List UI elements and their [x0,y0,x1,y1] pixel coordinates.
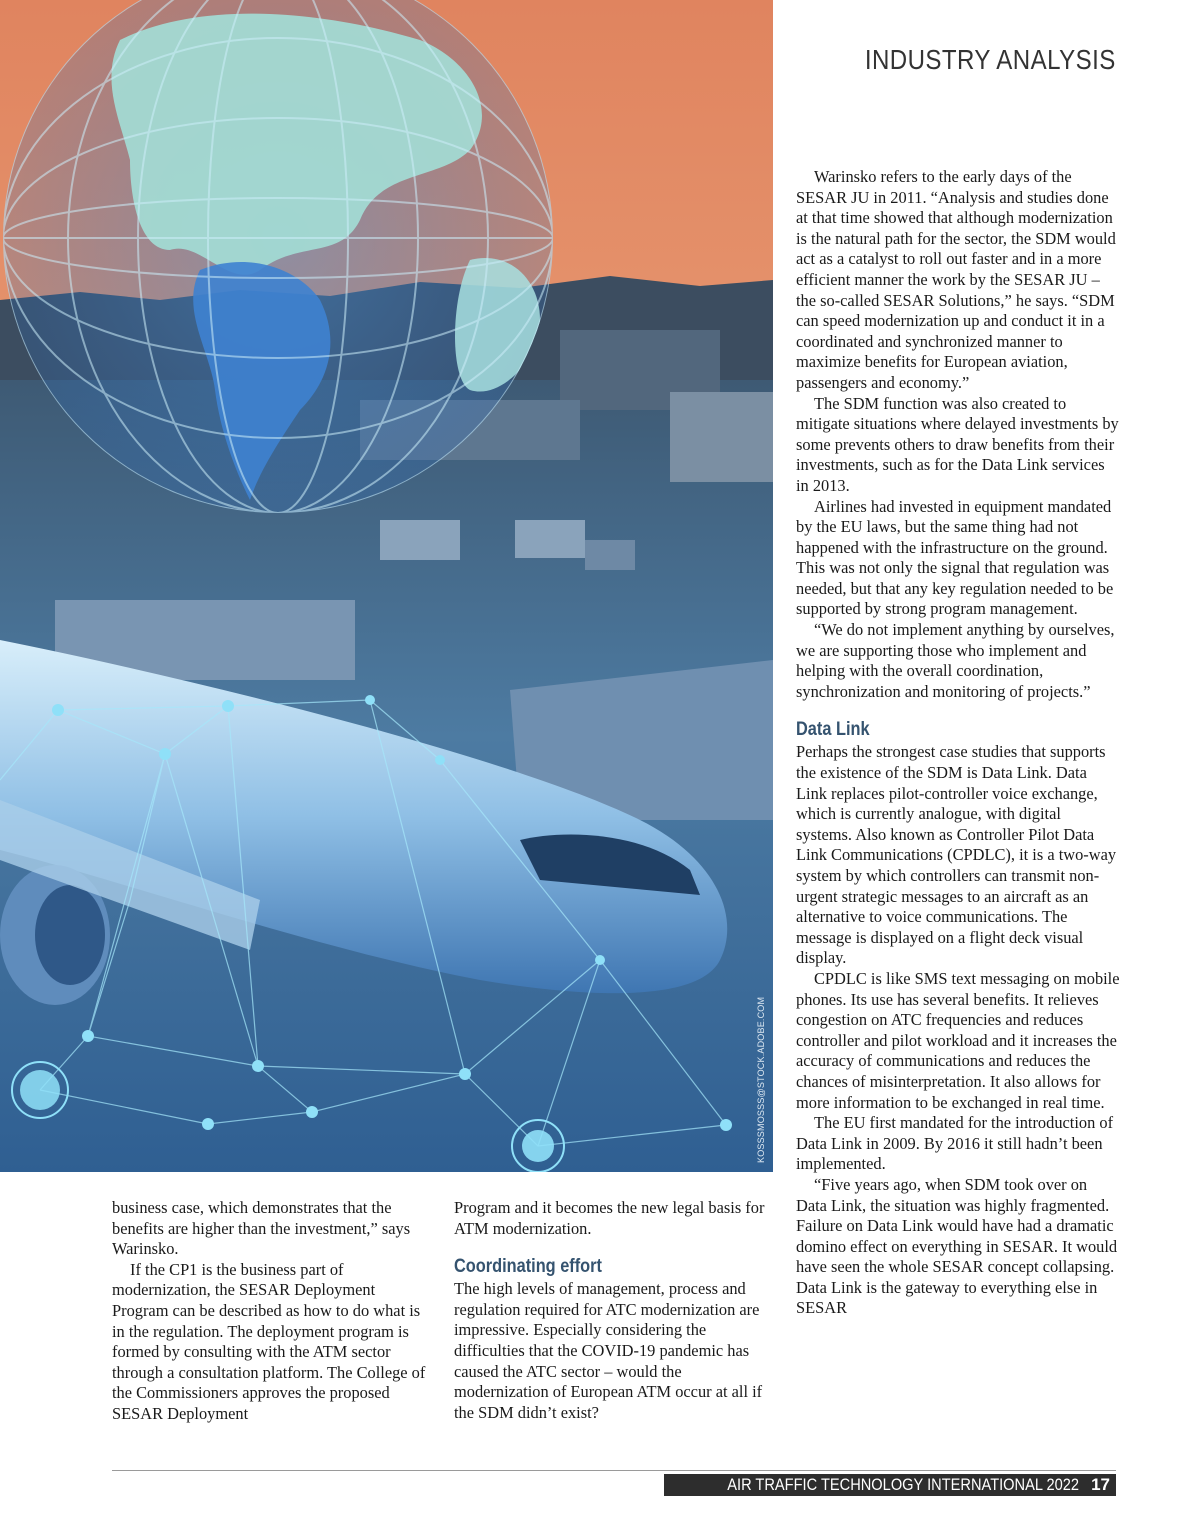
paragraph: business case, which demonstrates that the benefits are higher than the investment,” says Warinsko. [112,1198,411,1259]
section-title: INDUSTRY ANALYSIS [865,44,1116,75]
paragraph: The SDM function was also created to mitigate situations where delayed investments by some prevents others to draw benefits from their investments, such as for the Data Link services in 2013. [796,393,1119,495]
footer-rule [112,1470,1116,1471]
article-column-middle [454,1198,772,1423]
article-column-left [112,1198,434,1425]
article-column-right [796,167,1121,1319]
paragraph: “We do not implement anything by ourselves, we are supporting those who implement and helping with the overall coordination, synchronization and monitoring of projects.” [796,620,1115,701]
subheading-coordinating-effort: Coordinating effort [454,1256,602,1278]
page-number: 17 [1091,1475,1110,1494]
paragraph: Perhaps the strongest case studies that supports the existence of the SDM is Data Link. Data Link replaces pilot-controller voice exchange, which is currently analogue, with digital systems. Also known as Controller Pilot Data Link Communications (CPDLC), it is a two-way system by which controllers can transmit non-urgent strategic messages to an aircraft as an alternative to voice communications. The message is displayed on a flight deck visual display. [796,742,1117,968]
paragraph: “Five years ago, when SDM took over on Data Link, the situation was highly fragmented. Failure on Data Link would have had a dramatic domino effect on everything in SESAR. It would have seen the whole SESAR concept collapsing. Data Link is the gateway to everything else in SESAR [796,1174,1118,1318]
subheading-data-link: Data Link [796,719,870,741]
paragraph: CPDLC is like SMS text messaging on mobile phones. Its use has several benefits. It relieves congestion on ATC frequencies and reduces controller and pilot workload and it increases the accuracy of communications and reduces the chances of misinterpretation. It also allows for more information to be exchanged in real time. [796,968,1120,1112]
paragraph: Warinsko refers to the early days of the SESAR JU in 2011. “Analysis and studies done at that time showed that although modernization is the natural path for the sector, the SDM would act as a catalyst to roll out faster and in a more efficient manner the work by the SESAR JU – the so-called SESAR Solutions,” he says. “SDM can speed modernization up and conduct it in a coordinated and synchronized manner to maximize benefits for European aviation, passengers and economy.” [796,167,1116,392]
paragraph: Airlines had invested in equipment mandated by the EU laws, but the same thing had not happened with the infrastructure on the ground. This was not only the signal that regulation was needed, but that any key regulation needed to be supported by strong program management. [796,496,1114,619]
footer-bar [664,1474,1116,1496]
image-credit: KOSSSMOSSS@STOCK.ADOBE.COM [756,996,766,1163]
paragraph: Program and it becomes the new legal basis for ATM modernization. [454,1198,765,1238]
paragraph: If the CP1 is the business part of modernization, the SESAR Deployment Program can be described as how to do what is in the regulation. The deployment program is formed by consulting with the ATM sector through a consultation platform. The College of the Commissioners approves the proposed SESAR Deployment [112,1259,426,1423]
paragraph: The EU first mandated for the introduction of Data Link in 2009. By 2016 it still hadn’t been implemented. [796,1113,1114,1174]
paragraph: The high levels of management, process and regulation required for ATC modernization are impressive. Especially considering the difficulties that the COVID-19 pandemic has caused the ATC sector – would the modernization of European ATM occur at all if the SDM didn’t exist? [454,1279,763,1422]
publication-name: AIR TRAFFIC TECHNOLOGY INTERNATIONAL 2022 [727,1475,1080,1494]
globe-airport-network-image [0,0,773,1172]
